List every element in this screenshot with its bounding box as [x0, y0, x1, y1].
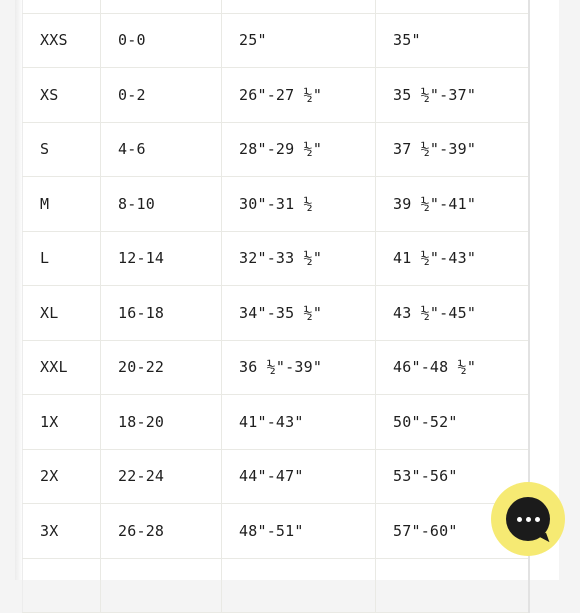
hip-cell: 57"-60"	[376, 504, 529, 559]
hip-cell: 46"-48 ½"	[376, 340, 529, 395]
size-cell: XS	[23, 68, 101, 123]
size-cell: XXL	[23, 340, 101, 395]
hip-cell: 35 ½"-37"	[376, 68, 529, 123]
table-cell	[376, 0, 529, 13]
hip-cell: 35"	[376, 13, 529, 68]
hip-cell: 37 ½"-39"	[376, 122, 529, 177]
table-row	[23, 286, 529, 341]
waist-cell: 36 ½"-39"	[222, 340, 376, 395]
chat-bubble-icon	[506, 497, 550, 541]
us-size-cell: 8-10	[101, 177, 222, 232]
table-row-partial	[23, 0, 529, 13]
dot	[535, 517, 540, 522]
hip-cell: 39 ½"-41"	[376, 177, 529, 232]
table-cell	[23, 558, 101, 613]
us-size-cell: 12-14	[101, 231, 222, 286]
table-cell	[222, 0, 376, 13]
waist-cell: 41"-43"	[222, 395, 376, 450]
dot	[526, 517, 531, 522]
hip-cell: 43 ½"-45"	[376, 286, 529, 341]
hip-cell: 41 ½"-43"	[376, 231, 529, 286]
waist-cell: 28"-29 ½"	[222, 122, 376, 177]
table-cell	[101, 558, 222, 613]
table-cell	[376, 558, 529, 613]
waist-cell: 34"-35 ½"	[222, 286, 376, 341]
table-row	[23, 504, 529, 559]
size-cell: XXS	[23, 13, 101, 68]
table-row	[23, 13, 529, 68]
waist-cell: 26"-27 ½"	[222, 68, 376, 123]
hip-cell: 50"-52"	[376, 395, 529, 450]
table-row	[23, 68, 529, 123]
us-size-cell: 0-2	[101, 68, 222, 123]
table-cell	[101, 0, 222, 13]
table-row	[23, 231, 529, 286]
hip-cell: 53"-56"	[376, 449, 529, 504]
size-cell: S	[23, 122, 101, 177]
table-row	[23, 340, 529, 395]
size-chart-table	[22, 0, 530, 613]
dot	[517, 517, 522, 522]
us-size-cell: 22-24	[101, 449, 222, 504]
us-size-cell: 26-28	[101, 504, 222, 559]
size-cell: L	[23, 231, 101, 286]
us-size-cell: 4-6	[101, 122, 222, 177]
table-row	[23, 395, 529, 450]
waist-cell: 48"-51"	[222, 504, 376, 559]
size-cell: 2X	[23, 449, 101, 504]
us-size-cell: 0-0	[101, 13, 222, 68]
waist-cell: 30"-31 ½	[222, 177, 376, 232]
waist-cell: 32"-33 ½"	[222, 231, 376, 286]
table-cell	[222, 558, 376, 613]
us-size-cell: 18-20	[101, 395, 222, 450]
table-row	[23, 449, 529, 504]
size-cell: M	[23, 177, 101, 232]
waist-cell: 25"	[222, 13, 376, 68]
waist-cell: 44"-47"	[222, 449, 376, 504]
size-cell: 1X	[23, 395, 101, 450]
size-cell: XL	[23, 286, 101, 341]
table-cell	[23, 0, 101, 13]
us-size-cell: 16-18	[101, 286, 222, 341]
chat-launcher-button[interactable]	[491, 482, 565, 556]
us-size-cell: 20-22	[101, 340, 222, 395]
table-row	[23, 122, 529, 177]
size-cell: 3X	[23, 504, 101, 559]
table-row-partial	[23, 558, 529, 613]
table-row	[23, 177, 529, 232]
